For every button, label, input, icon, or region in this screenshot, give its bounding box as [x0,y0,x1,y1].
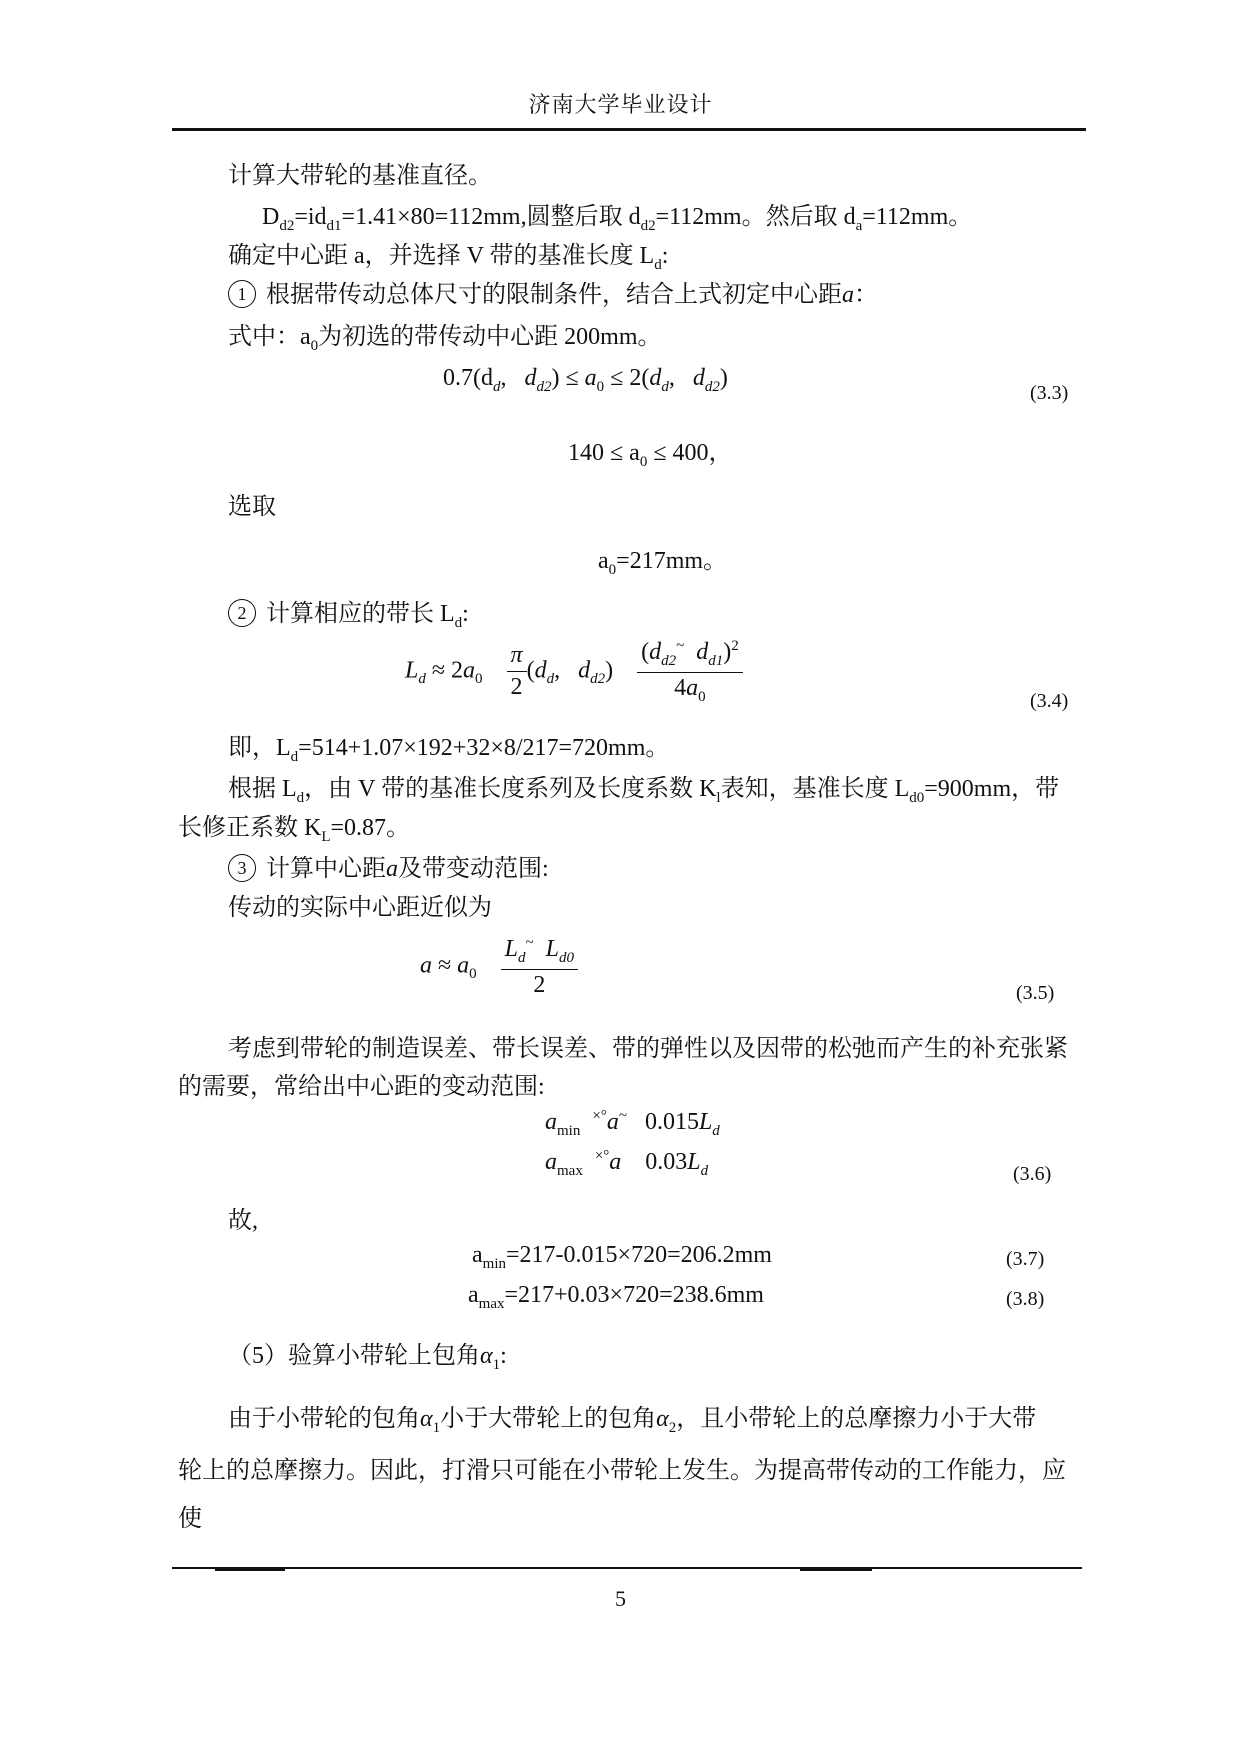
subscript: d [290,748,299,765]
circled-number: 2 [228,599,256,627]
circled-number: 1 [228,280,256,308]
equation-3-5: $a \approx a_0$ $\frac{L_d^\sim L_{d0}}{2}$ [420,935,578,999]
page-number: 5 [615,1586,626,1611]
text: a [472,1242,483,1268]
paragraph-line: 的需要，常给出中心距的变动范围: [178,1074,545,1100]
paragraph-line: 由于小带轮的包角$\alpha_1$小于大带轮上的包角$\alpha_2$，且小带轮上的总摩擦力小于大带 [228,1406,1037,1436]
equation-number: (3.4) [1030,690,1069,712]
equation-text: 0.7(d [443,365,493,391]
footer-rule-accent [800,1569,872,1571]
text: a [468,1282,479,1308]
text: a [598,548,609,574]
equation-3-4: $L_d \approx 2a_0$ $\frac{\pi}{2}$ ($d_d$, $d_{d2}$) $\frac{(d_{d2}^\sim d_{d1})^2}{4a_0}$ [405,638,743,706]
equation-number: (3.8) [1006,1288,1045,1310]
paragraph-line [228,316,662,355]
circled-number: 3 [228,854,256,882]
text: 根据带传动总体尺寸的限制条件，结合上式初定中心距 [266,282,842,308]
paragraph-line [178,807,410,846]
text: 即，L [228,735,291,761]
text: 及带变动范围: [398,856,549,882]
subscript: d1 [326,217,342,234]
a0-value [598,540,727,579]
header-rule [172,128,1086,131]
text: 计算大带轮的基准直径。 [228,163,492,189]
text: =1.41×80=112mm,圆整后取 d [341,204,641,230]
subscript: d2 [279,217,295,234]
text: 式中：a [228,324,311,350]
text: =217mm。 [616,548,728,574]
text: 根据 L [228,776,297,802]
subscript: l [716,789,721,806]
subscript: d [454,614,463,631]
subscript: L [321,828,331,845]
paragraph-line [262,196,972,235]
page-header-title: 济南大学毕业设计 [528,92,713,117]
text: =217-0.015×720=206.2mm [506,1242,772,1268]
text: =900mm，带 [924,776,1060,802]
variable: a [842,282,854,308]
text: 确定中心距 a，并选择 V 带的基准长度 L [228,243,655,269]
text: 计算中心距 [266,856,386,882]
variable: a [386,856,398,882]
text: D [262,204,280,230]
paragraph-line [228,274,878,309]
text: 由于小带轮的包角 [228,1406,420,1432]
text: : [661,243,669,269]
paragraph-line [228,727,669,766]
text: 表知，基准长度 L [720,776,910,802]
text: （5）验算小带轮上包角 [228,1343,480,1369]
equation-number: (3.3) [1030,382,1069,404]
paragraph-line [228,768,1059,807]
paragraph-line: 传动的实际中心距近似为 [228,895,492,921]
paragraph-line: 轮上的总摩擦力。因此，打滑只可能在小带轮上发生。为提高带传动的工作能力，应 [178,1458,1066,1484]
text: 小于大带轮上的包角 [440,1406,657,1432]
subscript: d0 [909,789,925,806]
footer-rule [172,1567,1082,1569]
paragraph-line [228,848,549,883]
subscript: d [654,256,662,273]
text: : [462,601,469,627]
subscript: a [855,217,863,234]
range-equation: $140 \le a_0 \le 400$， [568,440,733,470]
subscript: d2 [640,217,656,234]
equation-3-3: $0.7(d_d$, $d_{d2}) \le a_0 \le 2(d_d$, $d_{d2}$) [443,365,728,395]
text: 为初选的带传动中心距 200mm。 [318,324,662,350]
paragraph-line: 选取 [228,494,276,520]
equation-number: (3.5) [1016,982,1055,1004]
equation-3-6-min: $a_{min}$ ×°a~ $0.015L_d$ [545,1108,720,1139]
equation-3-7 [472,1242,772,1273]
text: =112mm。然后取 d [655,204,856,230]
text: =id [294,204,327,230]
footer-rule-accent [215,1569,285,1571]
text: ，由 V 带的基准长度系列及长度系数 K [304,776,717,802]
equation-number: (3.7) [1006,1248,1045,1270]
paragraph-line [228,155,492,190]
text: ： [854,282,878,308]
equation-3-6-max: $a_{max}$ ×°a $0.03L_d$ [545,1148,709,1179]
text: =217+0.03×720=238.6mm [504,1282,764,1308]
subscript: min [482,1255,506,1272]
text: =112mm。 [862,204,973,230]
paragraph-line [228,235,668,274]
text: =0.87。 [330,815,411,841]
text: =514+1.07×192+32×8/217=720mm。 [298,735,670,761]
paragraph-line: 使 [178,1506,202,1532]
paragraph-line [228,593,469,632]
text: 长修正系数 K [178,815,322,841]
text: 计算相应的带长 L [266,601,455,627]
equation-text: 140 ≤ a [568,440,640,466]
subscript: max [478,1295,505,1312]
subscript: 0 [608,561,617,578]
paragraph-line: 故, [228,1208,258,1234]
subscript: 0 [310,337,319,354]
equation-number: (3.6) [1013,1163,1052,1185]
equation-3-8 [468,1282,764,1313]
equation-text: ≤ 400， [647,440,733,466]
text: : [500,1343,507,1369]
text: ，且小带轮上的总摩擦力小于大带 [676,1406,1037,1432]
subscript: d [296,789,305,806]
paragraph-line: 考虑到带轮的制造误差、带长误差、带的弹性以及因带的松弛而产生的补充张紧 [228,1036,1068,1062]
paragraph-line: （5）验算小带轮上包角$\alpha_1$: [228,1343,507,1373]
